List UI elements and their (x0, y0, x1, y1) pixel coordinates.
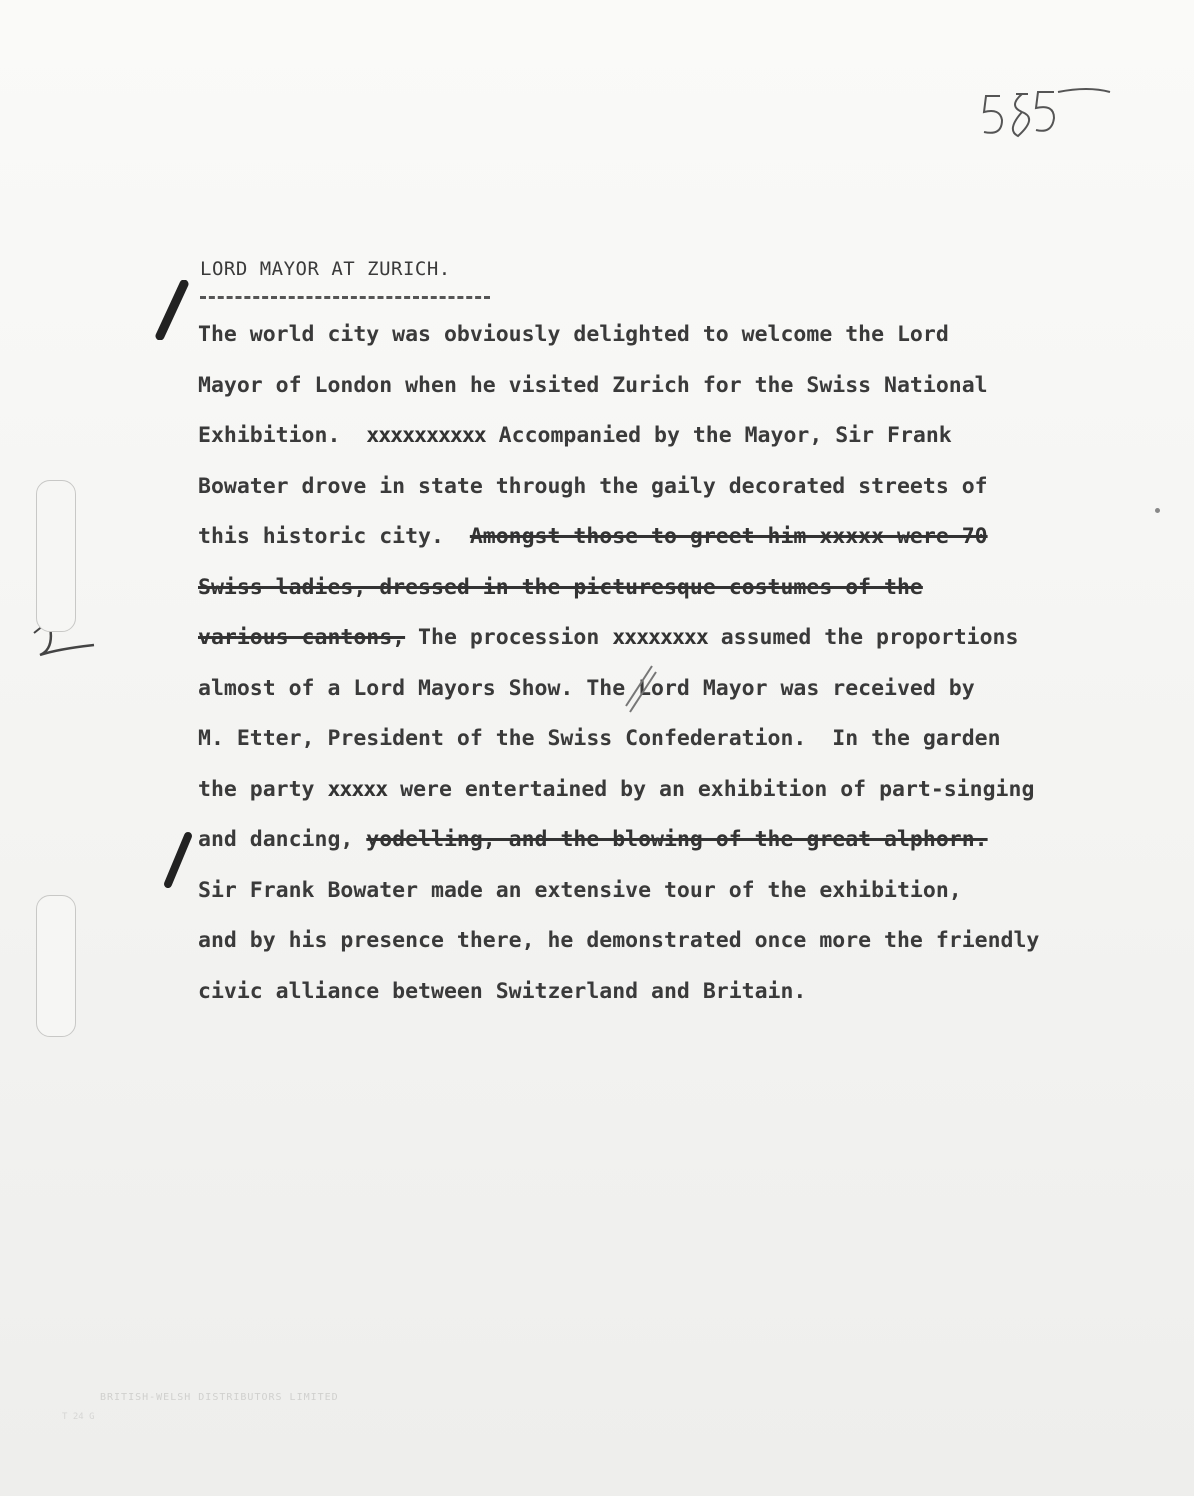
typed-text: Sir Frank Bowater made an extensive tour of the exhibition, (198, 877, 962, 903)
typed-over-text: xxxxx (327, 776, 388, 802)
struck-text: Amongst those to greet him xxxxx were 70 (469, 524, 988, 549)
slash-mark-icon (620, 660, 660, 720)
typed-text: civic alliance between Switzerland and Britain. (198, 978, 807, 1004)
text-line (198, 765, 1178, 816)
text-line (198, 512, 1178, 563)
text-line (198, 866, 1178, 917)
typed-over-text: xxxxxxxx (612, 625, 708, 650)
struck-text: various cantons, (198, 625, 406, 650)
typed-text: and dancing, (198, 827, 367, 852)
heading-underline (200, 296, 490, 299)
folio-number (978, 78, 1118, 148)
typed-text: this historic city. (198, 524, 470, 549)
typed-text: the party (198, 776, 328, 802)
typed-text: were entertained by an exhibition of part-singing (387, 776, 1035, 802)
text-line (198, 411, 1178, 462)
struck-text: yodelling, and the blowing of the great alphorn. (366, 827, 988, 852)
punch-hole (36, 480, 76, 632)
article-body (198, 310, 1178, 1017)
handwritten-folio-glyphs (978, 78, 1118, 148)
footer-stamp: BRITISH-WELSH DISTRIBUTORS LIMITED (100, 1392, 339, 1403)
ink-speck (1155, 508, 1160, 513)
typed-text: Exhibition. (198, 423, 367, 448)
text-line (198, 967, 1178, 1018)
text-line (198, 563, 1178, 614)
text-line (198, 714, 1178, 765)
typed-over-text: xxxxxxxxxx (366, 423, 486, 448)
typed-text: Accompanied by the Mayor, Sir Frank (485, 423, 952, 448)
paragraph-mark-icon (150, 280, 190, 340)
typed-text: The world city was obviously delighted to welcome the Lord (198, 322, 949, 347)
text-line (198, 310, 1178, 361)
article-heading: LORD MAYOR AT ZURICH. (200, 258, 451, 280)
typed-text: assumed the proportions (707, 625, 1019, 650)
paragraph-mark-icon (158, 830, 198, 890)
text-line (198, 462, 1178, 513)
text-line (198, 613, 1178, 664)
struck-text: Swiss ladies, dressed in the picturesque costumes of the (198, 574, 923, 600)
typed-text: The procession (405, 625, 613, 650)
typed-text: almost of a Lord Mayors Show. The Lord Mayor was received by (198, 675, 975, 701)
footer-code: T 24 G (62, 1412, 95, 1422)
punch-hole (36, 895, 76, 1037)
typed-text: Mayor of London when he visited Zurich for the Swiss National (198, 372, 988, 398)
text-line (198, 815, 1178, 866)
typed-text: M. Etter, President of the Swiss Confederation. In the garden (198, 726, 1001, 751)
typed-text: and by his presence there, he demonstrated once more the friendly (198, 928, 1040, 953)
text-line (198, 916, 1178, 967)
text-line (198, 664, 1178, 715)
typed-text: Bowater drove in state through the gaily decorated streets of (198, 473, 988, 499)
text-line (198, 361, 1178, 412)
